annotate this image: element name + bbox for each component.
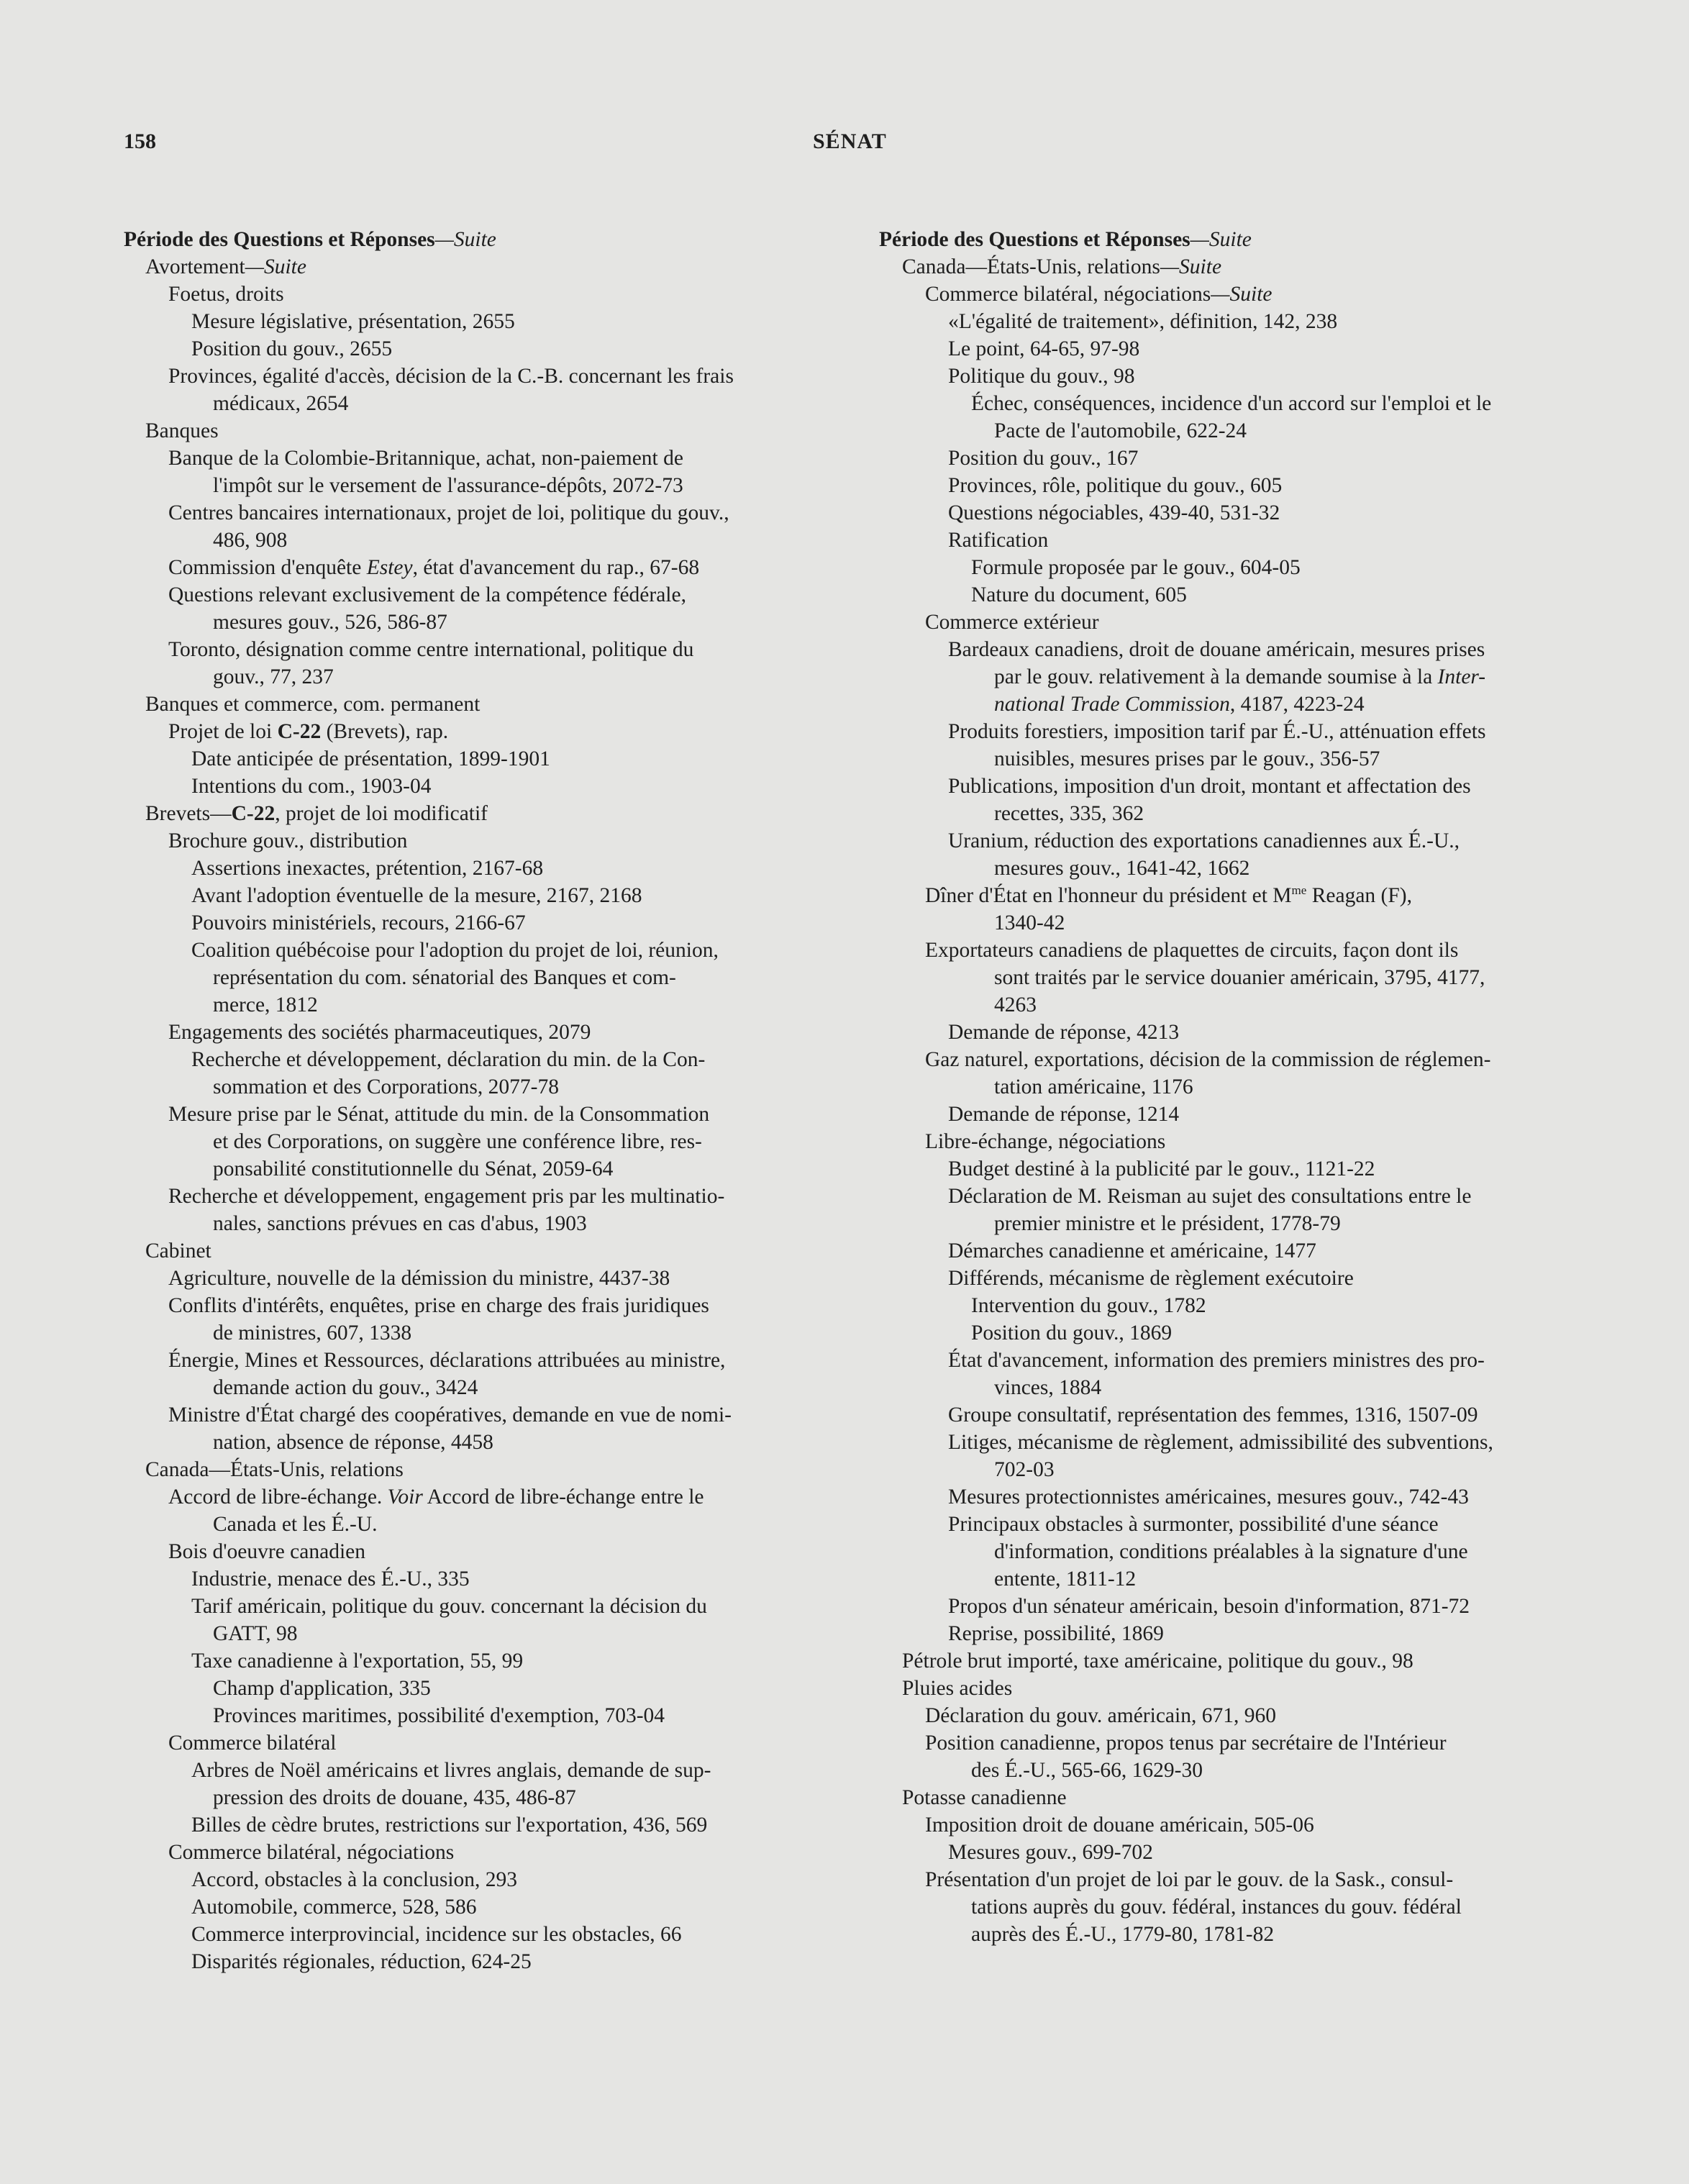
index-entry: sont traités par le service douanier américain, 3795, 4177,: [994, 966, 1485, 989]
index-entry: [124, 226, 829, 253]
entry-text: Projet de loi: [168, 720, 278, 743]
index-entry: Arbres de Noël américains et livres anglais, demande de sup-: [191, 1759, 711, 1782]
index-entry: Ministre d'État chargé des coopératives, demande en vue de nomi-: [168, 1403, 732, 1427]
entry-emphasis: Estey: [366, 556, 413, 579]
index-entry: Date anticipée de présentation, 1899-1901: [191, 747, 550, 770]
index-entry: Taxe canadienne à l'exportation, 55, 99: [191, 1650, 524, 1673]
index-entry: Intentions du com., 1903-04: [191, 775, 432, 798]
index-entry: Commerce bilatéral: [168, 1732, 337, 1755]
index-entry: Avant l'adoption éventuelle de la mesure, 2167, 2168: [191, 884, 642, 907]
index-entry: [879, 281, 1598, 308]
entry-text: Dîner d'État en l'honneur du président et M: [925, 884, 1292, 907]
index-entry: [879, 663, 1598, 691]
index-entry: Nature du document, 605: [971, 583, 1187, 606]
index-entry: Provinces, égalité d'accès, décision de la C.-B. concernant les frais: [168, 365, 734, 388]
index-entry: Demande de réponse, 4213: [948, 1021, 1180, 1044]
index-entry: [124, 718, 829, 745]
index-entry: ponsabilité constitutionnelle du Sénat, 2059-64: [213, 1157, 614, 1180]
index-entry: nales, sanctions prévues en cas d'abus, 1903: [213, 1212, 587, 1235]
index-entry: Automobile, commerce, 528, 586: [191, 1896, 477, 1919]
index-entry: Agriculture, nouvelle de la démission du ministre, 4437-38: [168, 1267, 670, 1290]
index-entry: Tarif américain, politique du gouv. concernant la décision du: [191, 1595, 707, 1618]
entry-text-tail: , projet de loi modificatif: [275, 802, 488, 825]
index-entry: Bardeaux canadiens, droit de douane américain, mesures prises: [948, 638, 1485, 661]
index-entry: 1340-42: [994, 911, 1065, 934]
index-entry: Énergie, Mines et Ressources, déclarations attribuées au ministre,: [168, 1349, 726, 1372]
index-entry: Demande de réponse, 1214: [948, 1103, 1180, 1126]
index-entry: Questions négociables, 439-40, 531-32: [948, 501, 1280, 524]
index-entry: [879, 882, 1598, 909]
index-entry: Reprise, possibilité, 1869: [948, 1622, 1164, 1645]
entry-suite: —Suite: [1190, 228, 1252, 251]
index-entry: Mesure prise par le Sénat, attitude du min. de la Consommation: [168, 1103, 710, 1126]
entry-emphasis: me: [1291, 883, 1307, 898]
index-entry: tations auprès du gouv. fédéral, instances du gouv. fédéral: [971, 1896, 1462, 1919]
entry-suite: —Suite: [245, 255, 306, 278]
entry-text: Commission d'enquête: [168, 556, 367, 579]
index-entry: Principaux obstacles à surmonter, possibilité d'une séance: [948, 1513, 1439, 1536]
index-entry: Litiges, mécanisme de règlement, admissibilité des subventions,: [948, 1431, 1493, 1454]
index-entry: Échec, conséquences, incidence d'un accord sur l'emploi et le: [971, 392, 1492, 415]
index-entry: médicaux, 2654: [213, 392, 349, 415]
index-entry: [124, 800, 829, 827]
index-entry: Questions relevant exclusivement de la compétence fédérale,: [168, 583, 686, 606]
index-entry: Recherche et développement, déclaration du min. de la Con-: [191, 1048, 706, 1071]
index-entry: Engagements des sociétés pharmaceutiques, 2079: [168, 1021, 591, 1044]
index-entry: Disparités régionales, réduction, 624-25: [191, 1950, 532, 1973]
index-entry: Provinces maritimes, possibilité d'exemption, 703-04: [213, 1704, 665, 1727]
index-entry: Gaz naturel, exportations, décision de la commission de réglemen-: [925, 1048, 1491, 1071]
index-entry: Banques: [145, 419, 219, 442]
index-entry: auprès des É.-U., 1779-80, 1781-82: [971, 1923, 1275, 1946]
index-entry: Champ d'application, 335: [213, 1677, 431, 1700]
index-entry: 486, 908: [213, 529, 288, 552]
entry-heading: Période des Questions et Réponses: [124, 228, 435, 251]
entry-suite: —Suite: [1211, 283, 1273, 306]
index-entry: Publications, imposition d'un droit, montant et affectation des: [948, 775, 1471, 798]
entry-emphasis: Voir: [387, 1485, 423, 1509]
index-entry: Industrie, menace des É.-U., 335: [191, 1568, 470, 1591]
index-entry: Provinces, rôle, politique du gouv., 605: [948, 474, 1283, 497]
index-entry: GATT, 98: [213, 1622, 298, 1645]
index-entry: Assertions inexactes, prétention, 2167-68: [191, 857, 544, 880]
index-column-right: [879, 226, 1598, 1948]
index-entry: Foetus, droits: [168, 283, 284, 306]
index-entry: [879, 226, 1598, 253]
index-entry: Position du gouv., 167: [948, 447, 1139, 470]
index-entry: Cabinet: [145, 1239, 211, 1262]
index-entry: Pluies acides: [902, 1677, 1013, 1700]
index-entry: Intervention du gouv., 1782: [971, 1294, 1206, 1317]
index-entry: sommation et des Corporations, 2077-78: [213, 1075, 559, 1098]
index-entry: [124, 554, 829, 581]
index-entry: entente, 1811-12: [994, 1568, 1137, 1591]
index-entry: l'impôt sur le versement de l'assurance-dépôts, 2072-73: [213, 474, 683, 497]
index-entry: Commerce extérieur: [925, 611, 1099, 634]
index-entry: Politique du gouv., 98: [948, 365, 1135, 388]
entry-text: Accord de libre-échange.: [168, 1485, 388, 1509]
index-entry: et des Corporations, on suggère une conférence libre, res-: [213, 1130, 702, 1153]
index-entry: Canada—États-Unis, relations: [145, 1458, 404, 1481]
index-entry: Groupe consultatif, représentation des femmes, 1316, 1507-09: [948, 1403, 1478, 1427]
index-entry: d'information, conditions préalables à la signature d'une: [994, 1540, 1468, 1563]
index-entry: Canada et les É.-U.: [213, 1513, 378, 1536]
index-entry: nuisibles, mesures prises par le gouv., 356-57: [994, 747, 1380, 770]
entry-suite: —Suite: [434, 228, 496, 251]
index-entry: 702-03: [994, 1458, 1055, 1481]
entry-text: Canada—États-Unis, relations: [902, 255, 1160, 278]
index-entry: Libre-échange, négociations: [925, 1130, 1166, 1153]
index-entry: demande action du gouv., 3424: [213, 1376, 478, 1399]
index-entry: tation américaine, 1176: [994, 1075, 1193, 1098]
index-entry: Brochure gouv., distribution: [168, 829, 408, 852]
index-entry: Imposition droit de douane américain, 505-06: [925, 1814, 1314, 1837]
entry-emphasis: national Trade Commission: [994, 693, 1230, 716]
index-entry: [879, 253, 1598, 281]
entry-emphasis: C-22: [277, 720, 322, 743]
entry-text: Commerce bilatéral, négociations: [925, 283, 1211, 306]
index-entry: État d'avancement, information des premiers ministres des pro-: [948, 1349, 1485, 1372]
index-entry: Billes de cèdre brutes, restrictions sur l'exportation, 436, 569: [191, 1814, 708, 1837]
index-entry: Présentation d'un projet de loi par le gouv. de la Sask., consul-: [925, 1868, 1454, 1891]
index-entry: gouv., 77, 237: [213, 665, 334, 688]
index-entry: Mesure législative, présentation, 2655: [191, 310, 515, 333]
index-entry: [879, 691, 1598, 718]
entry-text-tail: , 4187, 4223-24: [1229, 693, 1365, 716]
index-entry: nation, absence de réponse, 4458: [213, 1431, 493, 1454]
entry-text-tail: , état d'avancement du rap., 67-68: [412, 556, 700, 579]
index-entry: Propos d'un sénateur américain, besoin d'information, 871-72: [948, 1595, 1470, 1618]
running-head: SÉNAT: [813, 129, 887, 153]
index-entry: Produits forestiers, imposition tarif par É.-U., atténuation effets: [948, 720, 1486, 743]
index-entry: Pacte de l'automobile, 622-24: [994, 419, 1247, 442]
index-entry: Formule proposée par le gouv., 604-05: [971, 556, 1301, 579]
index-entry: premier ministre et le président, 1778-79: [994, 1212, 1341, 1235]
index-entry: Ratification: [948, 529, 1049, 552]
index-entry: recettes, 335, 362: [994, 802, 1144, 825]
index-entry: Budget destiné à la publicité par le gouv., 1121-22: [948, 1157, 1375, 1180]
index-entry: Toronto, désignation comme centre international, politique du: [168, 638, 694, 661]
index-entry: des É.-U., 565-66, 1629-30: [971, 1759, 1203, 1782]
index-entry: Position du gouv., 2655: [191, 337, 393, 360]
entry-text-tail: Reagan (F),: [1306, 884, 1412, 907]
index-entry: Pouvoirs ministériels, recours, 2166-67: [191, 911, 526, 934]
index-entry: [124, 1483, 829, 1511]
index-entry: Recherche et développement, engagement pris par les multinatio-: [168, 1185, 725, 1208]
index-entry: Déclaration de M. Reisman au sujet des consultations entre le: [948, 1185, 1472, 1208]
entry-emphasis: C-22: [231, 802, 276, 825]
index-entry: Banque de la Colombie-Britannique, achat, non-paiement de: [168, 447, 683, 470]
entry-text: par le gouv. relativement à la demande soumise à la: [994, 665, 1438, 688]
entry-heading: Période des Questions et Réponses: [879, 228, 1191, 251]
index-entry: Pétrole brut importé, taxe américaine, politique du gouv., 98: [902, 1650, 1413, 1673]
index-entry: vinces, 1884: [994, 1376, 1102, 1399]
entry-text: Avortement: [145, 255, 245, 278]
index-entry: [124, 253, 829, 281]
index-entry: Centres bancaires internationaux, projet de loi, politique du gouv.,: [168, 501, 729, 524]
index-entry: mesures gouv., 526, 586-87: [213, 611, 447, 634]
index-entry: Uranium, réduction des exportations canadiennes aux É.-U.,: [948, 829, 1460, 852]
index-entry: Conflits d'intérêts, enquêtes, prise en charge des frais juridiques: [168, 1294, 709, 1317]
index-entry: Déclaration du gouv. américain, 671, 960: [925, 1704, 1276, 1727]
index-entry: Accord, obstacles à la conclusion, 293: [191, 1868, 518, 1891]
index-entry: Coalition québécoise pour l'adoption du projet de loi, réunion,: [191, 939, 719, 962]
index-entry: Mesures gouv., 699-702: [948, 1841, 1153, 1864]
index-entry: Mesures protectionnistes américaines, mesures gouv., 742-43: [948, 1485, 1469, 1509]
index-entry: Exportateurs canadiens de plaquettes de circuits, façon dont ils: [925, 939, 1459, 962]
entry-text-tail: Accord de libre-échange entre le: [422, 1485, 704, 1509]
index-entry: merce, 1812: [213, 993, 318, 1016]
index-entry: représentation du com. sénatorial des Banques et com-: [213, 966, 676, 989]
index-entry: Le point, 64-65, 97-98: [948, 337, 1140, 360]
index-entry: de ministres, 607, 1338: [213, 1321, 412, 1344]
index-entry: Bois d'oeuvre canadien: [168, 1540, 365, 1563]
index-entry: Démarches canadienne et américaine, 1477: [948, 1239, 1316, 1262]
index-entry: Potasse canadienne: [902, 1786, 1067, 1809]
index-entry: Commerce bilatéral, négociations: [168, 1841, 455, 1864]
index-entry: «L'égalité de traitement», définition, 142, 238: [948, 310, 1338, 333]
entry-suite: —Suite: [1160, 255, 1222, 278]
index-entry: Position canadienne, propos tenus par secrétaire de l'Intérieur: [925, 1732, 1447, 1755]
index-entry: Commerce interprovincial, incidence sur les obstacles, 66: [191, 1923, 682, 1946]
index-entry: 4263: [994, 993, 1037, 1016]
entry-text-tail: (Brevets), rap.: [321, 720, 449, 743]
index-entry: Différends, mécanisme de règlement exécutoire: [948, 1267, 1354, 1290]
index-entry: Position du gouv., 1869: [971, 1321, 1173, 1344]
index-column-left: [124, 226, 829, 1975]
page-number: 158: [124, 129, 156, 153]
entry-emphasis: Inter-: [1437, 665, 1486, 688]
index-entry: mesures gouv., 1641-42, 1662: [994, 857, 1250, 880]
index-entry: Banques et commerce, com. permanent: [145, 693, 481, 716]
entry-text: Brevets—: [145, 802, 232, 825]
index-entry: pression des droits de douane, 435, 486-87: [213, 1786, 576, 1809]
